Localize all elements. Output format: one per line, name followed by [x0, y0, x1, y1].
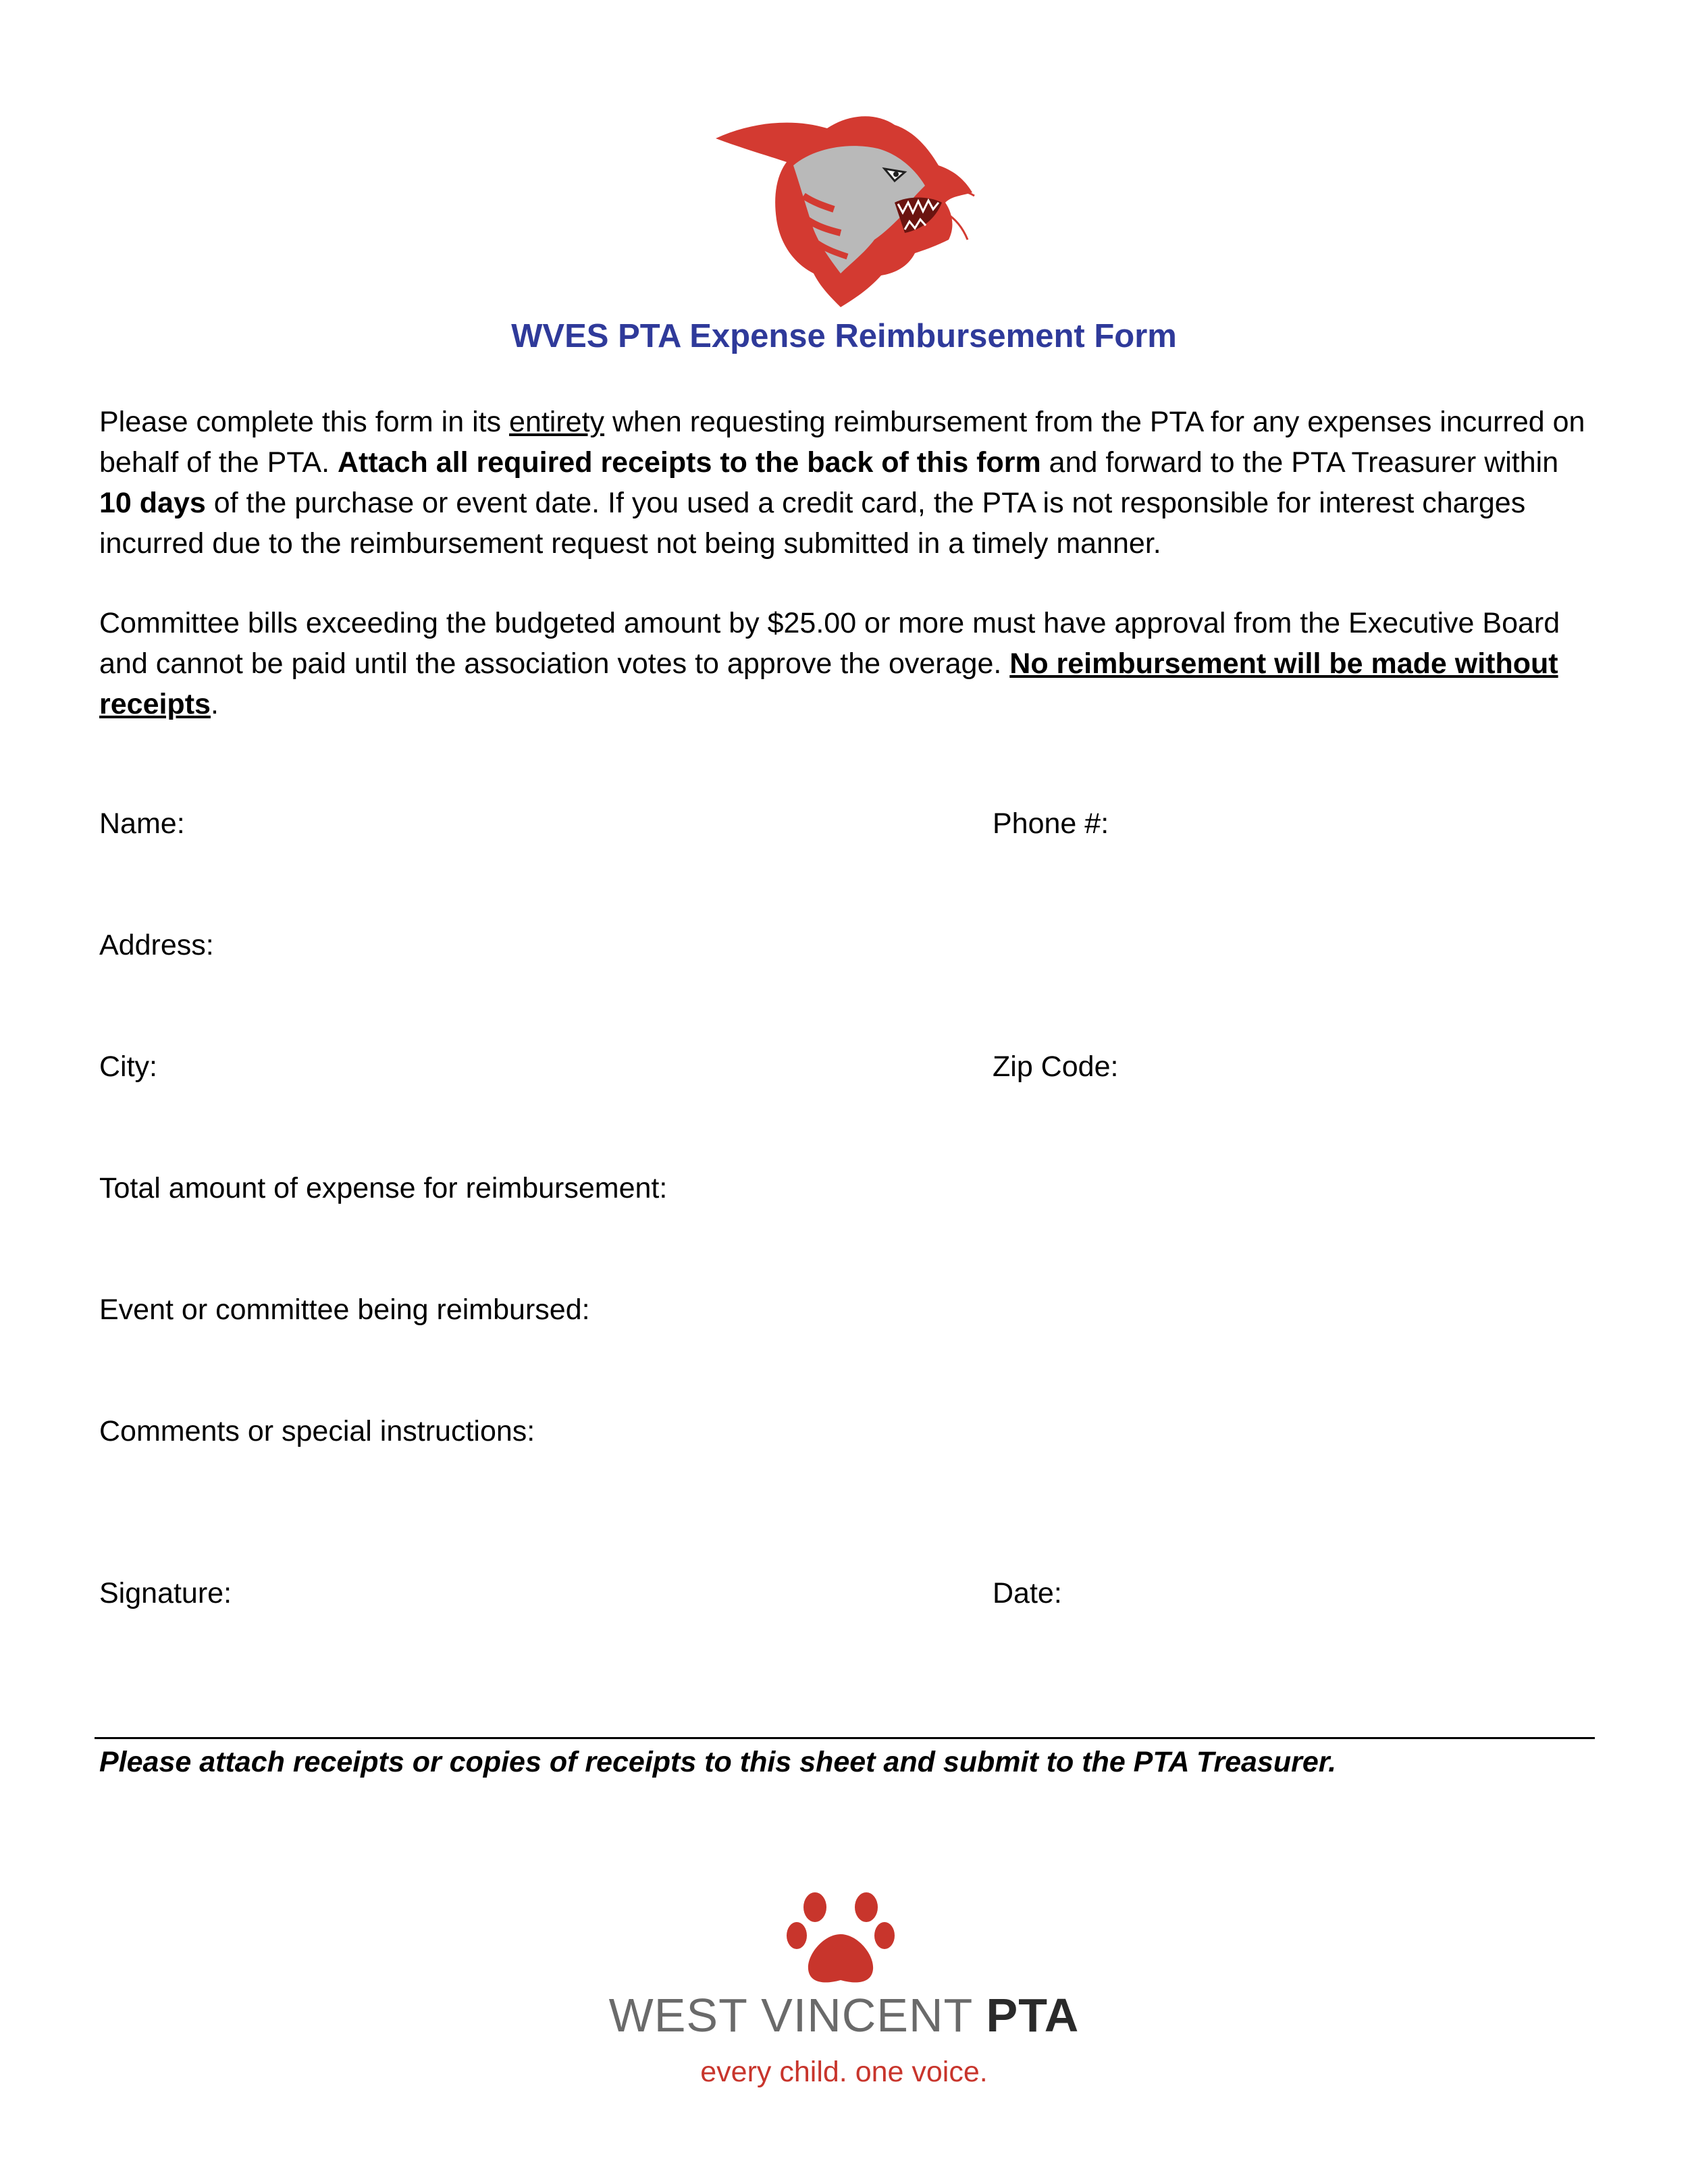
policy-text: .: [210, 688, 219, 720]
name-field-label: Name:: [99, 807, 185, 840]
date-field-label: Date:: [993, 1577, 1062, 1609]
organization-name: [0, 1988, 1688, 2042]
total-amount-field-label: Total amount of expense for reimbursement:: [99, 1172, 668, 1204]
city-field-label: City:: [99, 1050, 157, 1083]
form-title: WVES PTA Expense Reimbursement Form: [511, 318, 1177, 354]
wildcat-mascot-icon: [712, 101, 976, 311]
phone-field-label: Phone #:: [993, 807, 1109, 840]
instructions-emphasis: entirety: [509, 406, 605, 438]
policy-text: Committee bills exceeding the budgeted amount by $25.00 or more must have approval from the Executive Board and cannot be paid until the association votes to approve the overage.: [99, 607, 1560, 680]
instructions-text: and forward to the PTA Treasurer within: [1040, 446, 1559, 479]
instructions-text: when requesting reimbursement from the PTA for any expenses incurred on behalf of the PTA.: [99, 406, 1585, 479]
comments-field-label: Comments or special instructions:: [99, 1415, 535, 1447]
deadline-days: 10 days: [99, 487, 206, 519]
instructions-text: Please complete this form in its: [99, 406, 510, 438]
instructions-paragraph: [99, 402, 1598, 564]
zip-code-field-label: Zip Code:: [993, 1050, 1119, 1083]
paw-print-icon: [787, 1887, 895, 1988]
instructions-text: of the purchase or event date. If you used a credit card, the PTA is not responsible for interest charges incurred due to the reimbursement request not being submitted in a timely manner.: [99, 487, 1526, 560]
address-field-label: Address:: [99, 929, 214, 961]
policy-bold: No reimbursement will be made without receipts: [99, 647, 1558, 720]
organization-name-light: WEST VINCENT: [608, 1989, 986, 2042]
divider: [95, 1737, 1595, 1739]
signature-field-label: Signature:: [99, 1577, 232, 1609]
policy-paragraph: [99, 603, 1598, 724]
instructions-bold: Attach all required receipts to the back of this form: [337, 446, 1041, 479]
event-committee-field-label: Event or committee being reimbursed:: [99, 1294, 590, 1326]
organization-tagline: every child. one voice.: [700, 2056, 988, 2088]
organization-name-bold: PTA: [986, 1989, 1080, 2042]
receipt-note: Please attach receipts or copies of receipts to this sheet and submit to the PTA Treasurer.: [99, 1746, 1337, 1778]
